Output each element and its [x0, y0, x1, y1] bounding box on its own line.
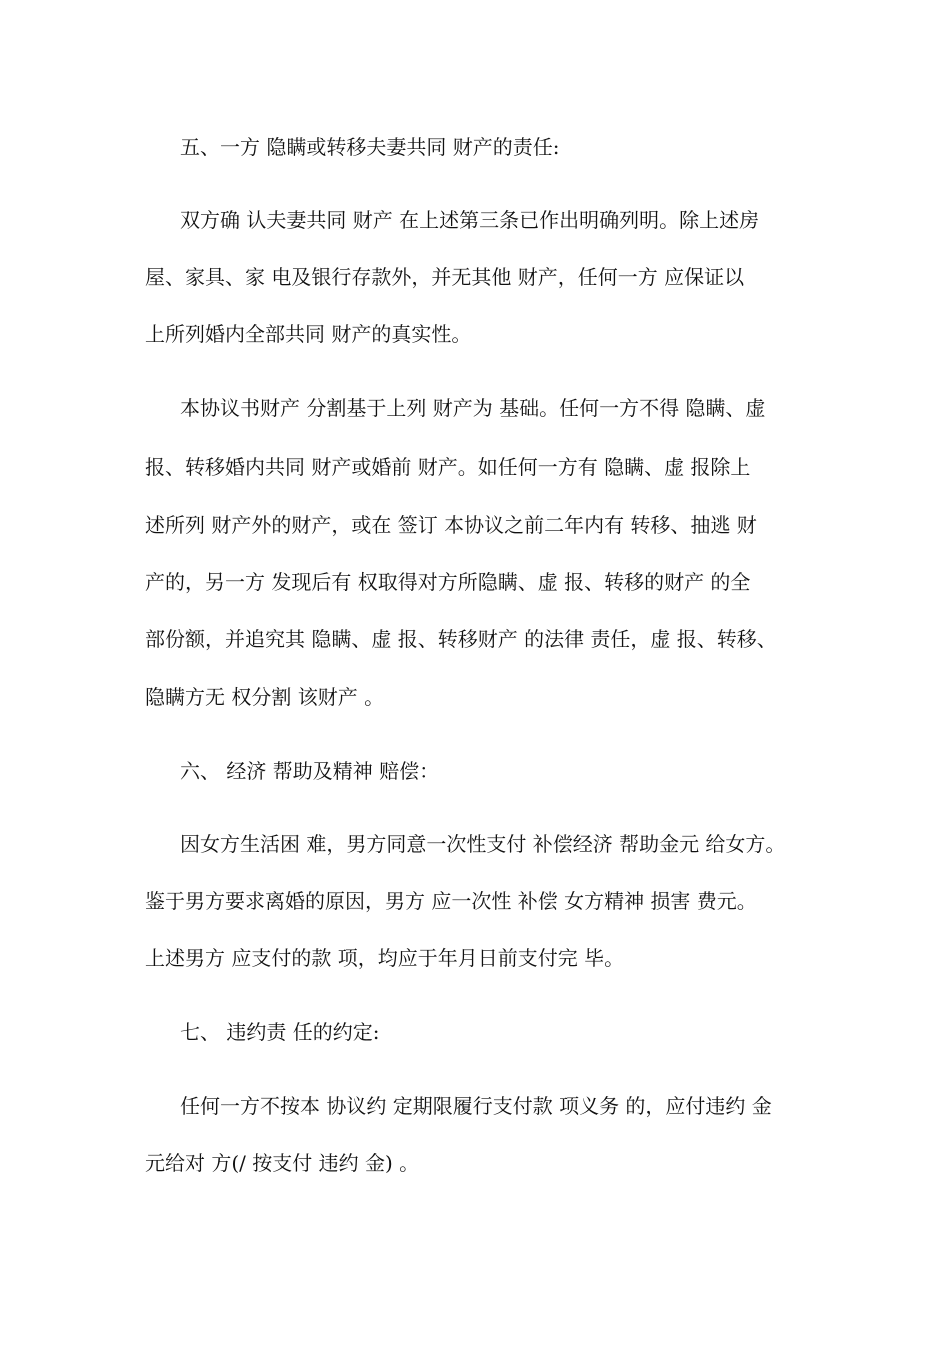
- section-5-para-2-line-2: 报、转移婚内共同 财产或婚前 财产。如任何一方有 隐瞒、虚 报除上: [145, 455, 751, 479]
- section-6-heading: 六、 经济 帮助及精神 赔偿：: [180, 759, 440, 783]
- section-5-para-2-line-6: 隐瞒方无 权分割 该财产 。: [145, 685, 385, 709]
- section-6-para-1-line-2: 鉴于男方要求离婚的原因，男方 应一次性 补偿 女方精神 损害 费元。: [145, 889, 757, 913]
- section-6-para-1-line-3: 上述男方 应支付的款 项，均应于年月日前支付完 毕。: [145, 946, 625, 970]
- section-7-para-1-line-1: 任何一方不按本 协议约 定期限履行支付款 项义务 的，应付违约 金: [180, 1094, 772, 1118]
- section-5-para-2-line-3: 述所列 财产外的财产，或在 签订 本协议之前二年内有 转移、抽逃 财: [145, 513, 757, 537]
- section-5-para-2-line-1: 本协议书财产 分割基于上列 财产为 基础。任何一方不得 隐瞒、虚: [180, 396, 766, 420]
- section-5-para-2-line-4: 产的，另一方 发现后有 权取得对方所隐瞒、虚 报、转移的财产 的全: [145, 570, 751, 594]
- section-6-para-1-line-1: 因女方生活困 难，男方同意一次性支付 补偿经济 帮助金元 给女方。: [180, 832, 786, 856]
- section-5-para-2-line-5: 部份额，并追究其 隐瞒、虚 报、转移财产 的法律 责任，虚 报、转移、: [145, 627, 777, 651]
- section-5-para-1-line-2: 屋、家具、家 电及银行存款外，并无其他 财产，任何一方 应保证以: [145, 265, 745, 289]
- section-5-para-1-line-3: 上所列婚内全部共同 财产的真实性。: [145, 322, 472, 346]
- section-5-heading: 五、一方 隐瞒或转移夫妻共同 财产的责任:: [180, 135, 560, 159]
- section-7-para-1-line-2: 元给对 方(/ 按支付 违约 金) 。: [145, 1151, 420, 1175]
- section-5-para-1-line-1: 双方确 认夫妻共同 财产 在上述第三条已作出明确列明。除上述房: [180, 208, 760, 232]
- section-7-heading: 七、 违约责 任的约定:: [180, 1020, 380, 1044]
